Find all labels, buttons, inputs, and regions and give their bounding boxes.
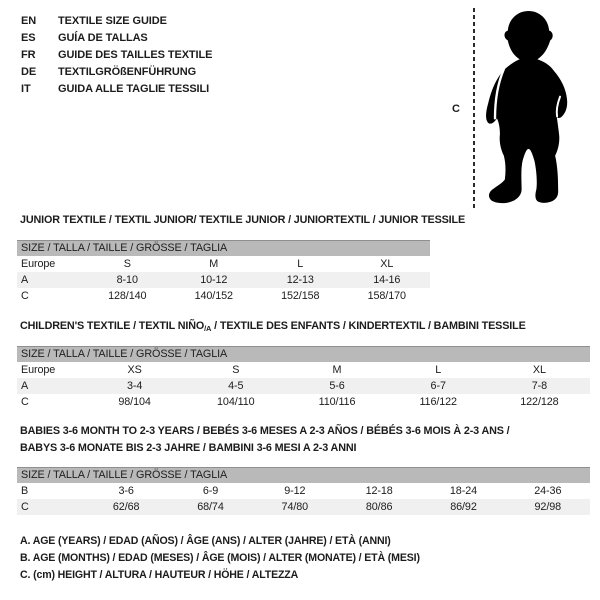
language-title: GUÍA DE TALLAS: [58, 32, 148, 44]
size-value: XS: [127, 364, 142, 376]
row-label: Europe: [21, 258, 56, 270]
size-value: 3-6: [118, 485, 134, 497]
size-value: XL: [532, 364, 546, 376]
table-row: [17, 483, 590, 499]
table-row: [17, 288, 430, 304]
size-value: 62/68: [112, 501, 140, 513]
language-list: [21, 13, 212, 98]
size-value: 80/86: [365, 501, 393, 513]
table-row: [17, 272, 430, 288]
table-row: [17, 394, 590, 410]
language-title: TEXTILGRÖßENFÜHRUNG: [58, 66, 197, 78]
language-code: DE: [21, 66, 37, 78]
size-value: 158/170: [367, 290, 406, 302]
row-label: C: [21, 396, 29, 408]
table-row: [17, 256, 430, 272]
note-line: C. (cm) HEIGHT / ALTURA / HAUTEUR / HÖHE / ALTEZZA: [20, 569, 299, 582]
size-value: 5-6: [329, 380, 345, 392]
size-header-row: SIZE / TALLA / TAILLE / GRÖSSE / TAGLIA: [17, 346, 590, 362]
babies-title-line2: BABYS 3-6 MONATE BIS 2-3 JAHRE / BAMBINI 3-6 MESI A 2-3 ANNI: [20, 442, 357, 454]
language-code: ES: [21, 32, 36, 44]
babies-table-title: [20, 423, 580, 457]
size-value: 98/104: [118, 396, 151, 408]
size-value: 140/152: [194, 290, 233, 302]
size-value: 116/122: [419, 396, 457, 408]
language-code: EN: [21, 15, 37, 27]
size-value: M: [332, 364, 342, 376]
size-value: 74/80: [281, 501, 309, 513]
size-value: 86/92: [450, 501, 477, 513]
size-value: M: [209, 258, 219, 270]
row-label: A: [21, 380, 29, 392]
size-value: 152/158: [281, 290, 320, 302]
size-value: 104/110: [217, 396, 255, 408]
baby-silhouette-icon: [482, 8, 576, 210]
size-value: L: [435, 364, 442, 376]
language-code: FR: [21, 49, 36, 61]
size-value: 10-12: [200, 274, 228, 286]
table-row: [17, 378, 590, 394]
size-value: 8-10: [116, 274, 138, 286]
babies-title-line1: BABIES 3-6 MONTH TO 2-3 YEARS / BEBÉS 3-6 MESES A 2-3 AÑOS / BÉBÉS 3-6 MOIS À 2-3 ANS /: [20, 425, 510, 437]
size-value: 14-16: [373, 274, 401, 286]
size-value: 9-12: [284, 485, 306, 497]
language-row: [21, 30, 212, 47]
size-value: 3-4: [126, 380, 143, 392]
language-title: TEXTILE SIZE GUIDE: [58, 15, 167, 27]
row-label: C: [21, 290, 29, 302]
size-value: 4-5: [228, 380, 244, 392]
language-code: IT: [21, 83, 31, 95]
size-value: 68/74: [197, 501, 224, 513]
height-measure-dashed-line: [473, 8, 475, 211]
size-header-row: SIZE / TALLA / TAILLE / GRÖSSE / TAGLIA: [17, 467, 590, 483]
size-value: 128/140: [108, 290, 147, 302]
size-header-row: SIZE / TALLA / TAILLE / GRÖSSE / TAGLIA: [17, 240, 430, 256]
children-size-table: [17, 346, 590, 410]
language-row: [21, 13, 212, 30]
size-value: 122/128: [520, 396, 559, 408]
size-value: 12-13: [286, 274, 314, 286]
note-line: A. AGE (YEARS) / EDAD (AÑOS) / ÂGE (ANS) / ALTER (JAHRE) / ETÀ (ANNI): [20, 535, 391, 547]
size-value: 92/98: [534, 501, 562, 513]
size-value: 6-9: [202, 485, 219, 497]
height-measure-label: C: [452, 103, 460, 115]
row-label: Europe: [21, 364, 56, 376]
size-value: 18-24: [449, 485, 478, 497]
size-value: 7-8: [531, 380, 548, 392]
size-value: XL: [380, 258, 394, 270]
size-value: 6-7: [430, 380, 446, 392]
language-row: [21, 64, 212, 81]
size-value: 110/116: [318, 396, 356, 408]
table-row: [17, 362, 590, 378]
row-label: C: [21, 501, 29, 513]
size-value: S: [123, 258, 131, 270]
row-label: B: [21, 485, 29, 497]
language-title: GUIDE DES TAILLES TEXTILE: [58, 49, 213, 61]
babies-size-table: [17, 467, 590, 515]
table-row: [17, 499, 590, 515]
junior-table-title: JUNIOR TEXTILE / TEXTIL JUNIOR/ TEXTILE JUNIOR / JUNIORTEXTIL / JUNIOR TESSILE: [20, 214, 466, 226]
language-row: [21, 81, 212, 98]
junior-size-table: [17, 240, 430, 304]
size-value: L: [297, 258, 304, 270]
children-title-subscript: /A: [204, 324, 212, 333]
children-title-post: / TEXTILE DES ENFANTS / KINDERTEXTIL / BAMBINI TESSILE: [211, 320, 526, 332]
row-label: A: [21, 274, 29, 286]
children-table-title: [20, 320, 526, 333]
size-value: S: [232, 364, 240, 376]
language-title: GUIDA ALLE TAGLIE TESSILI: [58, 83, 210, 95]
language-row: [21, 47, 212, 64]
size-value: 12-18: [365, 485, 393, 497]
size-value: 24-36: [534, 485, 562, 497]
children-title-pre: CHILDREN'S TEXTILE / TEXTIL NIÑO: [20, 320, 205, 332]
note-line: B. AGE (MONTHS) / EDAD (MESES) / ÂGE (MOIS) / ALTER (MONATE) / ETÀ (MESI): [20, 552, 420, 565]
measure-key-notes: [20, 533, 420, 585]
